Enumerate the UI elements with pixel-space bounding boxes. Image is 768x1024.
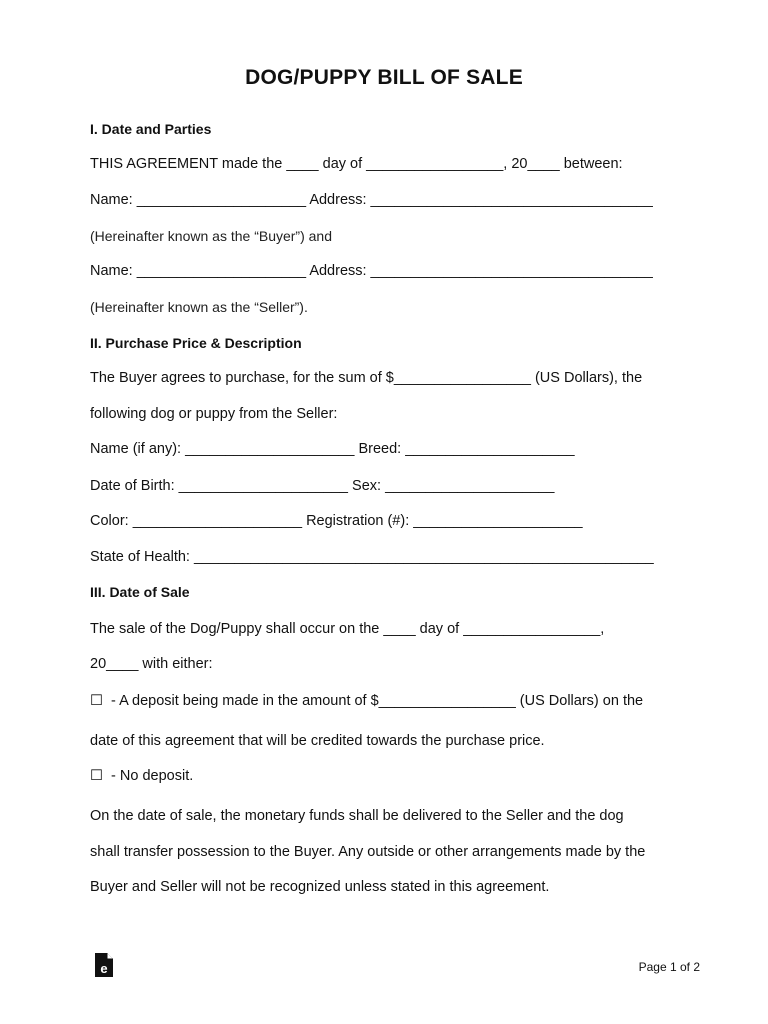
page-number: Page 1 of 2 <box>638 960 700 974</box>
closing-paragraph-line-3: Buyer and Seller will not be recognized unless stated in this agreement. <box>90 879 550 895</box>
closing-paragraph-line-2: shall transfer possession to the Buyer. Any outside or other arrangements made by the <box>90 844 646 860</box>
purchase-price-line-2: following dog or puppy from the Seller: <box>90 406 338 422</box>
deposit-option-line-2: date of this agreement that will be credited towards the purchase price. <box>90 733 545 749</box>
agreement-date-line: THIS AGREEMENT made the ____ day of _________________, 20____ between: <box>90 156 623 172</box>
sale-date-line-1: The sale of the Dog/Puppy shall occur on the ____ day of _________________, <box>90 621 605 637</box>
seller-note: (Hereinafter known as the “Seller”). <box>90 299 308 315</box>
buyer-name-address-line: Name: _____________________ Address: ___________________________________ <box>90 192 653 208</box>
buyer-note: (Hereinafter known as the “Buyer”) and <box>90 228 332 244</box>
closing-paragraph-line-1: On the date of sale, the monetary funds shall be delivered to the Seller and the dog <box>90 808 624 824</box>
dog-color-registration-line: Color: _____________________ Registration (#): _____________________ <box>90 513 583 529</box>
eforms-logo-icon <box>93 952 115 978</box>
dog-dob-sex-line: Date of Birth: _____________________ Sex: _____________________ <box>90 478 555 494</box>
svg-text:e: e <box>100 961 108 976</box>
no-deposit-option-line: ☐ - No deposit. <box>90 768 194 784</box>
section-heading-date-of-sale: III. Date of Sale <box>90 584 190 600</box>
dog-health-line: State of Health: _________________________________________________________ <box>90 549 654 565</box>
document-title: DOG/PUPPY BILL OF SALE <box>245 66 523 89</box>
dog-name-breed-line: Name (if any): _____________________ Breed: _____________________ <box>90 441 575 457</box>
seller-name-address-line: Name: _____________________ Address: ___________________________________ <box>90 263 653 279</box>
section-heading-purchase-price: II. Purchase Price & Description <box>90 335 302 351</box>
sale-date-line-2: 20____ with either: <box>90 656 213 672</box>
purchase-price-line-1: The Buyer agrees to purchase, for the sum of $_________________ (US Dollars), the <box>90 370 643 386</box>
deposit-option-line-1: ☐ - A deposit being made in the amount of $_________________ (US Dollars) on the <box>90 693 644 709</box>
section-heading-date-parties: I. Date and Parties <box>90 121 212 137</box>
